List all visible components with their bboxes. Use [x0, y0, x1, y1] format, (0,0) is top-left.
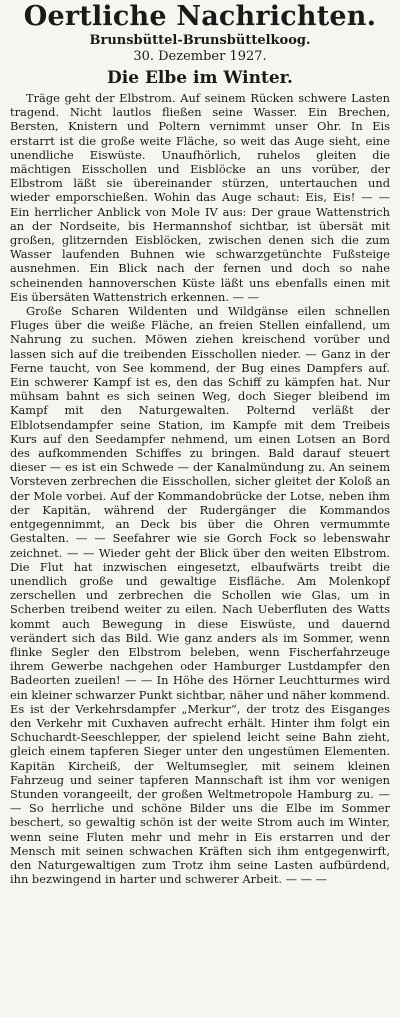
- publication-date: 30. Dezember 1927.: [133, 49, 267, 64]
- dateline: Brunsbüttel-Brunsbüttelkoog.: [89, 33, 311, 48]
- article-paragraph-1: Träge geht der Elbstrom. Auf seinem Rücken schwere Lasten tragend. Nicht lautlos fließen seine Wasser. Ein Brechen, Bersten, Knistern und Poltern vernimmt unser Ohr. In Eis erstarrt ist die große weite Fläche, so weit das Auge sieht, eine unendliche Eiswüste. Unaufhörlich, ruhelos gleiten die mächtigen Eisschollen und Eisblöcke an uns vorüber, der Elbstrom läßt sie übereinander stürzen, untertauchen und wieder emporschießen. Wohin das Auge schaut: Eis, Eis! — — Ein herrlicher Anblick von Mole IV aus: Der graue Wattenstrich an der Nordseite, bis Hermannshof sichtbar, ist übersät mit großen, glitzernden Eisblöcken, zwischen denen sich die zum Wasser laufenden Buhnen wie schwarzgetünchte Fußsteige ausnehmen. Ein Blick nach der fernen und doch so nahe scheinenden hannoverschen Küste läßt uns ebenfalls einen mit Eis übersäten Wattenstrich erkennen. — —: [10, 91, 390, 304]
- article-paragraph-2: Große Scharen Wildenten und Wildgänse eilen schnellen Fluges über die weiße Fläche, an freien Stellen einfallend, um Nahrung zu suchen. Möwen ziehen kreischend vorüber und lassen sich auf die treibenden Eisschollen nieder. — Ganz in der Ferne taucht, von See kommend, der Bug eines Dampfers auf. Ein schwerer Kampf ist es, den das Schiff zu kämpfen hat. Nur mühsam bahnt es sich seinen Weg, doch Sieger bleibend im Kampf mit den Naturgewalten. Polternd verläßt der Elblotsendampfer seine Station, im Kampfe mit dem Treibeis Kurs auf den Seedampfer nehmend, um einen Lotsen an Bord des aufkommenden Schiffes zu bringen. Bald darauf steuert dieser — es ist ein Schwede — der Kanalmündung zu. An seinem Vorsteven zerbrechen die Eisschollen, sicher gleitet der Koloß an der Mole vorbei. Auf der Kommandobrücke der Lotse, neben ihm der Kapitän, während der Rudergänger die Kommandos entgegennimmt, an Deck bis über die Ohren vermummte Gestalten. — — Seefahrer wie sie Gorch Fock so lebenswahr zeichnet. — — Wieder geht der Blick über den weiten Elbstrom. Die Flut hat inzwischen eingesetzt, elbaufwärts treibt die unendlich große und gewaltige Eisfläche. Am Molenkopf zerschellen und zerbrechen die Schollen wie Glas, um in Scherben treibend weiter zu eilen. Nach Ueberfluten des Watts kommt auch Bewegung in diese Eiswüste, und dauernd verändert sich das Bild. Wie ganz anders als im Sommer, wenn flinke Segler den Elbstrom beleben, wenn Fischerfahrzeuge ihrem Gewerbe nachgehen oder Hamburger Lustdampfer den Badeorten zueilen! — — In Höhe des Hörner Leuchtturmes wird ein kleiner schwarzer Punkt sichtbar, näher und näher kommend. Es ist der Verkehrsdampfer „Merkur“, der trotz des Eisganges den Verkehr mit Cuxhaven aufrecht erhält. Hinter ihm folgt ein Schuchardt-Seeschlepper, der spielend leicht seine Bahn zieht, gleich einem tapferen Sieger unter den ungestümen Elementen. Kapitän Kircheiß, der Weltumsegler, mit seinem kleinen Fahrzeug und seiner tapferen Mannschaft ist ihm vor wenigen Stunden vorangeeilt, der großen Weltmetropole Hamburg zu. — — So herrliche und schöne Bilder uns die Elbe im Sommer beschert, so gewaltig schön ist der weite Strom auch im Winter, wenn seine Fluten mehr und mehr in Eis erstarren und der Mensch mit seinen schwachen Kräften sich ihm entgegenwirft, den Naturgewaltigen zum Trotz ihm seine Lasten aufbürdend, ihn bezwingend in harter und schwerer Arbeit. — — —: [10, 304, 390, 887]
- article-headline: Die Elbe im Winter.: [107, 68, 293, 88]
- section-masthead: Oertliche Nachrichten.: [23, 1, 377, 32]
- article-body: [10, 91, 390, 886]
